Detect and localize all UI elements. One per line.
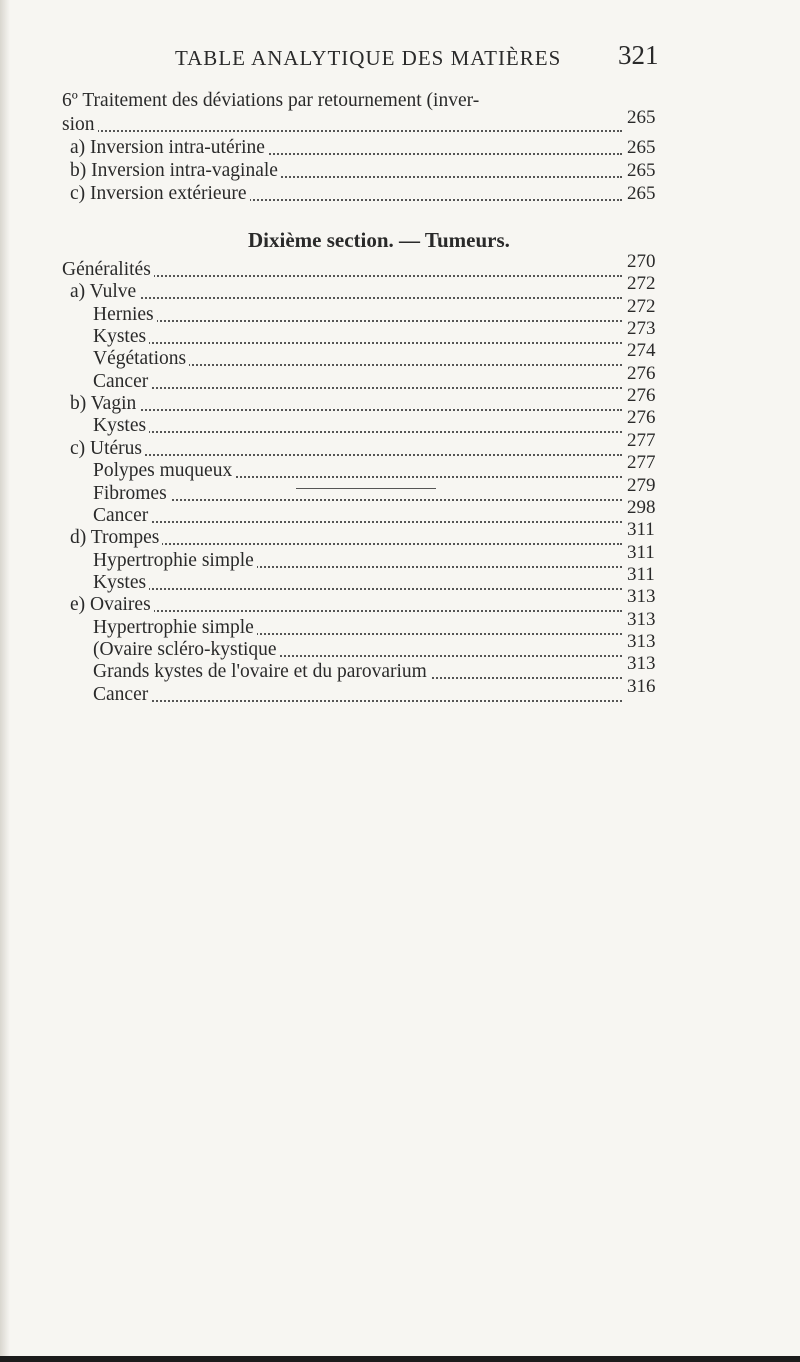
toc-entry-label	[62, 259, 622, 281]
toc-entry-page: 316	[627, 675, 656, 697]
toc-entry-row[interactable]	[0, 429, 800, 460]
toc-entry-page: 277	[627, 429, 656, 451]
toc-entry-row[interactable]	[0, 452, 800, 482]
toc-entry-page: 311	[627, 541, 655, 563]
toc-entry-page: 313	[627, 586, 656, 608]
toc-intro-heading-line1: 6º Traitement des déviations par retournement (inver-	[62, 90, 480, 111]
toc-entry-row[interactable]	[0, 496, 800, 527]
toc-entry-label	[93, 617, 622, 639]
toc-entry-row[interactable]	[0, 183, 800, 205]
toc-entry-row[interactable]	[0, 160, 800, 182]
toc-entry-row[interactable]	[0, 362, 800, 393]
toc-entry-label	[93, 326, 622, 348]
toc-entry-text: Hypertrophie simple	[93, 550, 257, 571]
toc-entry-label	[70, 438, 622, 460]
leader-dots	[93, 499, 622, 501]
toc-entry-label	[93, 505, 622, 527]
toc-entry-label	[93, 304, 622, 326]
toc-entry-text: b) Vagin	[70, 393, 139, 414]
leader-dots	[93, 588, 622, 590]
toc-entry-page: 274	[627, 340, 656, 362]
toc-entry-text: Kystes	[93, 572, 149, 593]
toc-entry-page: 298	[627, 496, 656, 518]
toc-entry-row[interactable]	[0, 563, 800, 594]
leader-dots	[70, 297, 622, 299]
toc-entry-text: Cancer	[93, 684, 151, 705]
toc-entry-page: 265	[627, 183, 656, 204]
toc-entry-row[interactable]	[0, 608, 800, 639]
toc-entry-page: 276	[627, 362, 656, 384]
toc-entry-label	[70, 183, 622, 205]
toc-entry-page: 272	[627, 295, 656, 317]
toc-entry-text: e) Ovaires	[70, 594, 154, 615]
toc-entry-label	[70, 137, 622, 159]
toc-entry-label	[93, 572, 622, 594]
toc-entry-label	[70, 281, 622, 303]
toc-entry-label	[93, 483, 622, 505]
leader-dots	[70, 454, 622, 456]
toc-entry-text: b) Inversion intra-vaginale	[70, 160, 281, 181]
toc-entry-row[interactable]	[0, 675, 800, 706]
section-heading: Dixième section. — Tumeurs.	[248, 228, 510, 252]
toc-entry-label	[93, 348, 622, 370]
leader-dots	[93, 320, 622, 322]
toc-entry-label	[70, 594, 622, 616]
page-number: 321	[618, 40, 659, 70]
toc-entry-row[interactable]	[0, 273, 800, 303]
toc-entry-text: Généralités	[62, 259, 154, 280]
toc-entry-row[interactable]	[0, 541, 800, 572]
toc-entry-text: c) Inversion extérieure	[70, 183, 250, 204]
toc-entry-row[interactable]	[0, 385, 800, 415]
page-bottom-edge	[0, 1356, 800, 1362]
closing-rule	[296, 488, 436, 489]
toc-entry-page: 313	[627, 653, 656, 675]
toc-entry-page: 313	[627, 608, 656, 630]
toc-entry-row[interactable]	[0, 137, 800, 159]
toc-entry-label	[93, 415, 622, 437]
toc-entry-text: Cancer	[93, 505, 151, 526]
toc-entry-label	[62, 114, 622, 136]
toc-entry-text: Grands kystes de l'ovaire et du parovarium	[93, 661, 430, 682]
toc-entry-page: 265	[627, 107, 656, 128]
toc-entry-text: Kystes	[93, 415, 149, 436]
leader-dots	[62, 130, 622, 132]
toc-entry-text: Végétations	[93, 348, 189, 369]
toc-entry-row[interactable]	[0, 295, 800, 326]
toc-entry-page: 265	[627, 137, 656, 158]
toc-entry-page: 277	[627, 452, 656, 474]
toc-entry-label	[70, 160, 622, 182]
toc-entry-label	[93, 371, 622, 393]
leader-dots	[93, 387, 622, 389]
toc-entry-text: (Ovaire scléro-kystique	[93, 639, 280, 660]
toc-entry-text: Kystes	[93, 326, 149, 347]
toc-entry-text: Fibromes	[93, 483, 170, 504]
toc-entry-text: a) Inversion intra-utérine	[70, 137, 268, 158]
toc-entry-text: c) Utérus	[70, 438, 145, 459]
leader-dots	[93, 342, 622, 344]
leader-dots	[70, 409, 622, 411]
toc-entry-row[interactable]	[0, 318, 800, 348]
toc-intro-continuation-row[interactable]	[0, 107, 800, 136]
toc-entry-text: Polypes muqueux	[93, 460, 235, 481]
toc-entry-row[interactable]	[0, 630, 800, 661]
toc-entry-label	[93, 639, 622, 661]
page-header	[0, 40, 800, 80]
toc-entry-text: a) Vulve	[70, 281, 139, 302]
toc-intro-heading-row	[0, 90, 800, 112]
toc-entry-label	[93, 460, 622, 482]
toc-entry-row[interactable]	[0, 586, 800, 616]
toc-entry-label	[93, 684, 622, 706]
toc-entry-page: 276	[627, 385, 656, 407]
toc-entry-text: Hernies	[93, 304, 157, 325]
toc-entry-row[interactable]	[0, 407, 800, 437]
toc-entry-label	[93, 550, 622, 572]
leader-dots	[93, 700, 622, 702]
toc-entry-row[interactable]	[0, 340, 800, 370]
leader-dots	[93, 431, 622, 433]
toc-entry-page: 273	[627, 318, 656, 340]
leader-dots	[93, 521, 622, 523]
toc-entry-label	[93, 661, 622, 683]
toc-entry-text: d) Trompes	[70, 527, 162, 548]
toc-entry-page: 265	[627, 160, 656, 181]
toc-entry-label	[70, 393, 622, 415]
toc-entry-page: 276	[627, 407, 656, 429]
toc-entry-text: Hypertrophie simple	[93, 617, 257, 638]
toc-entry-row[interactable]	[0, 251, 800, 281]
toc-entry-page: 313	[627, 630, 656, 652]
toc-entry-page: 279	[627, 474, 656, 496]
toc-entry-page: 270	[627, 251, 656, 272]
toc-entry-page: 311	[627, 563, 655, 585]
toc-entry-label	[70, 527, 622, 549]
toc-entry-row[interactable]	[0, 474, 800, 505]
toc-entry-text: Cancer	[93, 371, 151, 392]
toc-entry-page: 311	[627, 519, 655, 541]
toc-entry-row[interactable]	[0, 519, 800, 549]
toc-entry-row[interactable]	[0, 653, 800, 683]
toc-entry-page: 272	[627, 273, 656, 295]
running-title: TABLE ANALYTIQUE DES MATIÈRES	[175, 46, 562, 70]
toc-intro-heading-line2: sion	[62, 114, 98, 135]
